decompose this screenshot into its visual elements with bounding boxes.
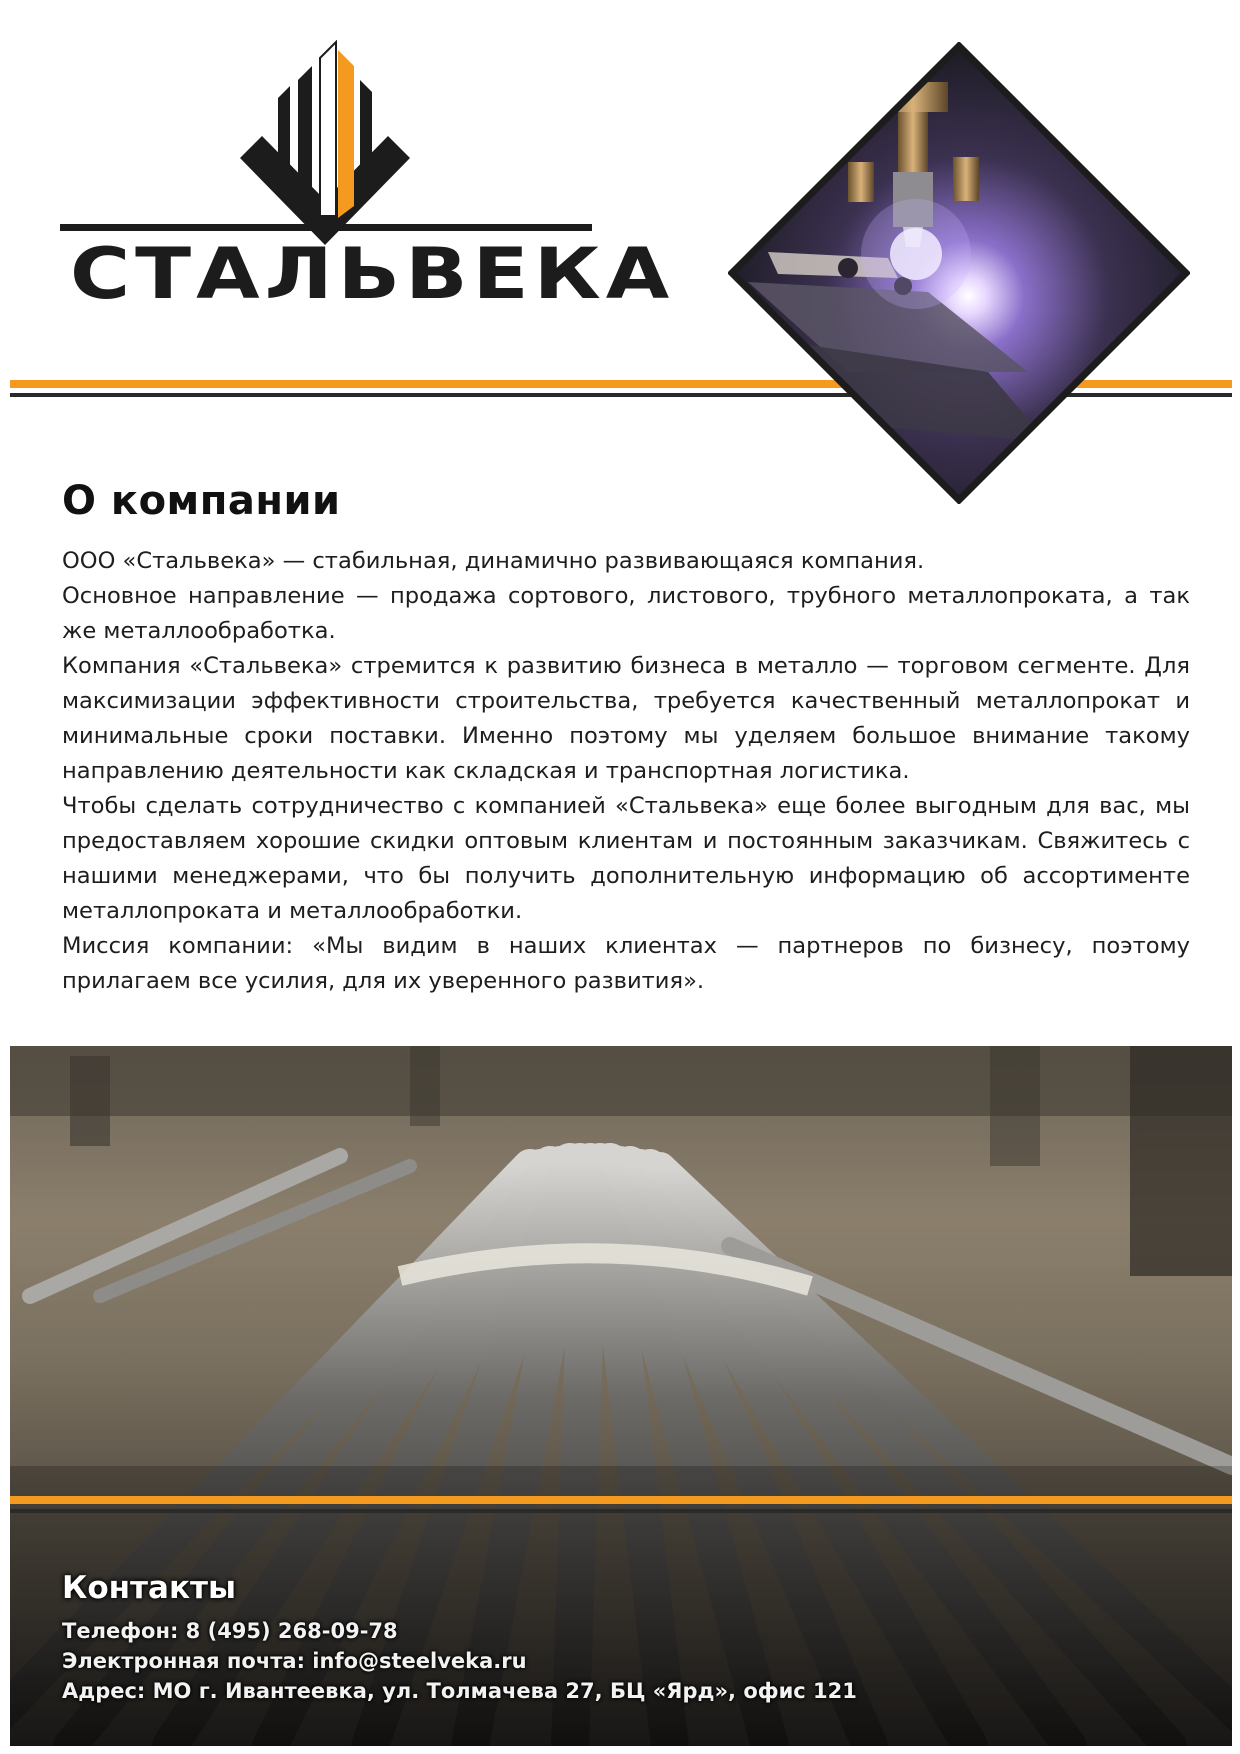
company-wordmark: СТАЛЬВЕКА (70, 233, 675, 316)
about-text (62, 544, 1190, 999)
plasma-cutting-photo (728, 42, 1190, 504)
about-paragraph: Компания «Стальвека» стремится к развитию бизнеса в металло — торговом сегменте. Для максимизации эффективности строительства, требуется качественный металлопрокат и минимальные сроки поставки. Именно поэтому мы уделяем большое внимание такому направлению деятельности как складская и транспортная логистика. (62, 653, 1190, 784)
contacts-title: Контакты (62, 1570, 236, 1606)
about-title: О компании (62, 478, 341, 524)
about-paragraph: Чтобы сделать сотрудничество с компанией «Стальвека» еще более выгодным для вас, мы предоставляем хорошие скидки оптовым клиентам и постоянным заказчикам. Свяжитесь с нашими менеджерами, что бы получить дополнительную информацию об ассортименте металлопроката и металлообработки. (62, 793, 1190, 924)
footer-orange-stripe (10, 1496, 1232, 1504)
about-paragraph: Миссия компании: «Мы видим в наших клиентах — партнеров по бизнесу, поэтому прилагаем все усилия, для их уверенного развития». (62, 933, 1190, 994)
logo-underline (60, 224, 592, 231)
about-paragraph: Основное направление — продажа сортового, листового, трубного металлопроката, а так же металлообработка. (62, 583, 1190, 644)
contacts-block (62, 1570, 962, 1706)
company-logo-emblem (240, 40, 410, 250)
contact-phone: Телефон: 8 (495) 268-09-78 (62, 1619, 398, 1643)
footer-dark-stripe (10, 1509, 1232, 1513)
contact-address: Адрес: МО г. Ивантеевка, ул. Толмачева 27, БЦ «Ярд», офис 121 (62, 1679, 857, 1703)
about-paragraph: ООО «Стальвека» — стабильная, динамично развивающаяся компания. (62, 548, 925, 574)
contact-email: Электронная почта: info@steelveka.ru (62, 1649, 527, 1673)
